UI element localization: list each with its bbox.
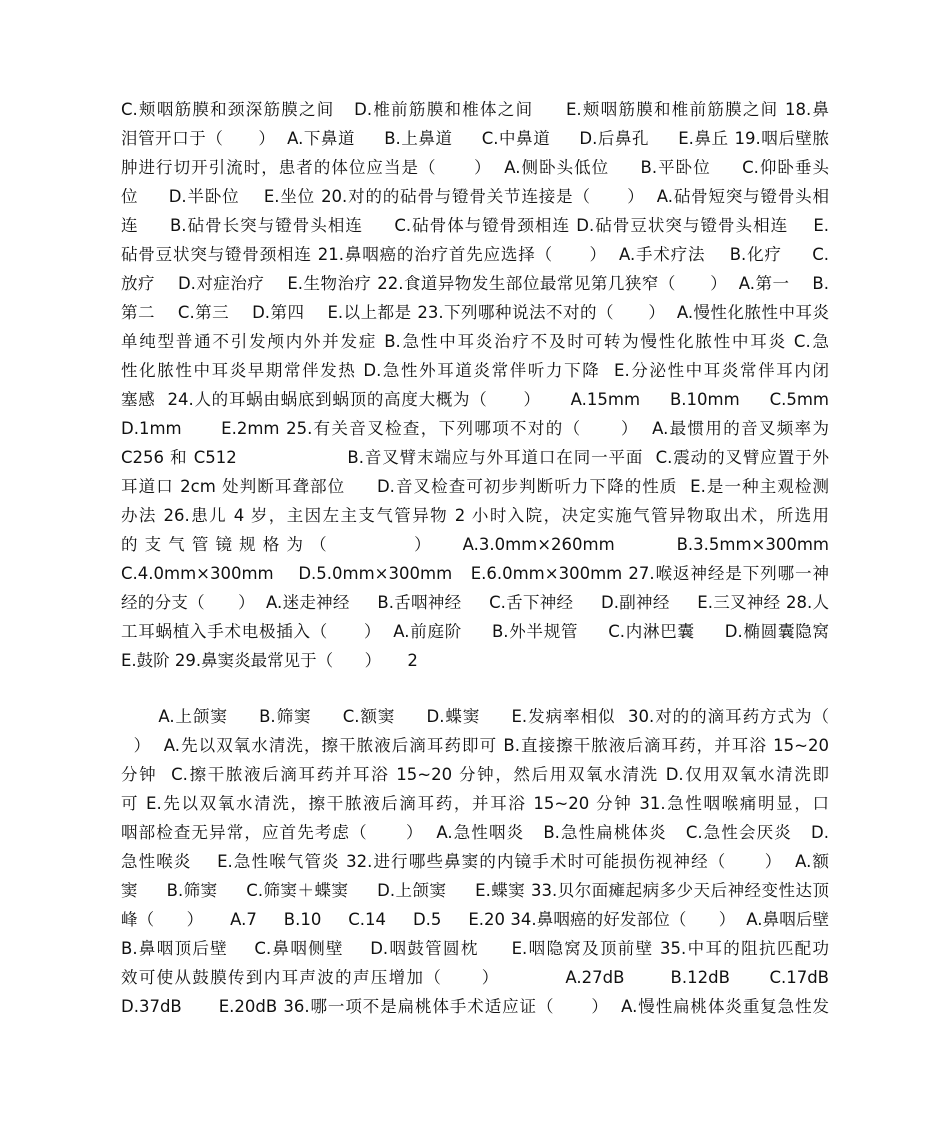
text-line: D.37dB E.20dB 36.哪一项不是扁桃体手术适应证（ ） A.慢性扁桃体炎重复急性发 (121, 997, 829, 1016)
text-line: 连 B.砧骨长突与镫骨头相连 C.砧骨体与镫骨颈相连 D.砧骨豆状突与镫骨头相连 E. (121, 216, 829, 235)
text-line: ） A.先以双氧水清洗，擦干脓液后滴耳药即可 B.直接擦干脓液后滴耳药，并耳浴 15~20 (121, 736, 829, 755)
text-line: 可 E.先以双氧水清洗，擦干脓液后滴耳药，并耳浴 15~20 分钟 31.急性咽喉痛明显，口 (121, 794, 829, 813)
text-line: A.上颌窦 B.筛窦 C.额窦 D.蝶窦 E.发病率相似 30.对的的滴耳药方式为（ (121, 707, 829, 726)
text-line: 位 D.半卧位 E.坐位 20.对的的砧骨与镫骨关节连接是（ ） A.砧骨短突与镫骨头相 (121, 187, 829, 206)
text-line: 砧骨豆状突与镫骨颈相连 21.鼻咽癌的治疗首先应选择（ ） A.手术疗法 B.化疗 C. (121, 245, 829, 264)
text-line: 急性喉炎 E.急性喉气管炎 32.进行哪些鼻窦的内镜手术时可能损伤视神经（ ） A.额 (121, 852, 829, 871)
text-line: 工耳蜗植入手术电极插入（ ） A.前庭阶 B.外半规管 C.内淋巴囊 D.椭圆囊隐窝 (121, 622, 829, 641)
text-line: C256 和 C512 B.音叉臂末端应与外耳道口在同一平面 C.震动的叉臂应置于外 (121, 448, 829, 467)
text-line: D.1mm E.2mm 25.有关音叉检查，下列哪项不对的（ ） A.最惯用的音叉频率为 (121, 419, 829, 438)
text-line: 放疗 D.对症治疗 E.生物治疗 22.食道异物发生部位最常见第几狭窄（ ） A.第一 B. (121, 274, 829, 293)
text-line: 塞感 24.人的耳蜗由蜗底到蜗顶的高度大概为（ ） A.15mm B.10mm C.5mm (121, 390, 829, 409)
text-line: 性化脓性中耳炎早期常伴发热 D.急性外耳道炎常伴听力下降 E.分泌性中耳炎常伴耳内闭 (121, 361, 829, 380)
text-line: 第二 C.第三 D.第四 E.以上都是 23.下列哪种说法不对的（ ） A.慢性化脓性中耳炎 (121, 303, 829, 322)
text-line: 办法 26.患儿 4 岁，主因左主支气管异物 2 小时入院，决定实施气管异物取出术，所选用 (121, 506, 829, 525)
text-line: 耳道口 2cm 处判断耳聋部位 D.音叉检查可初步判断听力下降的性质 E.是一种主观检测 (121, 477, 829, 496)
text-line: 咽部检查无异常，应首先考虑（ ） A.急性咽炎 B.急性扁桃体炎 C.急性会厌炎 D. (121, 823, 829, 842)
text-line: 峰（ ） A.7 B.10 C.14 D.5 E.20 34.鼻咽癌的好发部位（ ） A.鼻咽后壁 (121, 910, 829, 929)
text-line: E.鼓阶 29.鼻窦炎最常见于（ ） 2 (121, 651, 418, 670)
text-line: 经的分支（ ） A.迷走神经 B.舌咽神经 C.舌下神经 D.副神经 E.三叉神经 28.人 (121, 593, 829, 612)
text-line: 窦 B.筛窦 C.筛窦＋蝶窦 D.上颌窦 E.蝶窦 33.贝尔面瘫起病多少天后神经变性达顶 (121, 881, 829, 900)
text-line: 的 支 气 管 镜 规 格 为 （ ） A.3.0mm×260mm B.3.5mm×300mm (121, 535, 829, 554)
text-line: 效可使从鼓膜传到内耳声波的声压增加（ ） A.27dB B.12dB C.17dB (121, 968, 829, 987)
text-line: 泪管开口于（ ） A.下鼻道 B.上鼻道 C.中鼻道 D.后鼻孔 E.鼻丘 19.咽后壁脓 (121, 129, 829, 148)
text-line: B.鼻咽顶后壁 C.鼻咽侧壁 D.咽鼓管圆枕 E.咽隐窝及顶前壁 35.中耳的阻抗匹配功 (121, 939, 829, 958)
text-line: 单纯型普通不引发颅内外并发症 B.急性中耳炎治疗不及时可转为慢性化脓性中耳炎 C.急 (121, 332, 829, 351)
text-line: 肿进行切开引流时，患者的体位应当是（ ） A.侧卧头低位 B.平卧位 C.仰卧垂头 (121, 158, 829, 177)
text-line: C.颊咽筋膜和颈深筋膜之间 D.椎前筋膜和椎体之间 E.颊咽筋膜和椎前筋膜之间 18.鼻 (121, 100, 829, 119)
text-line: C.4.0mm×300mm D.5.0mm×300mm E.6.0mm×300mm 27.喉返神经是下列哪一神 (121, 564, 829, 583)
text-line: 分钟 C.擦干脓液后滴耳药并耳浴 15~20 分钟，然后用双氧水清洗 D.仅用双氧水清洗即 (121, 765, 829, 784)
